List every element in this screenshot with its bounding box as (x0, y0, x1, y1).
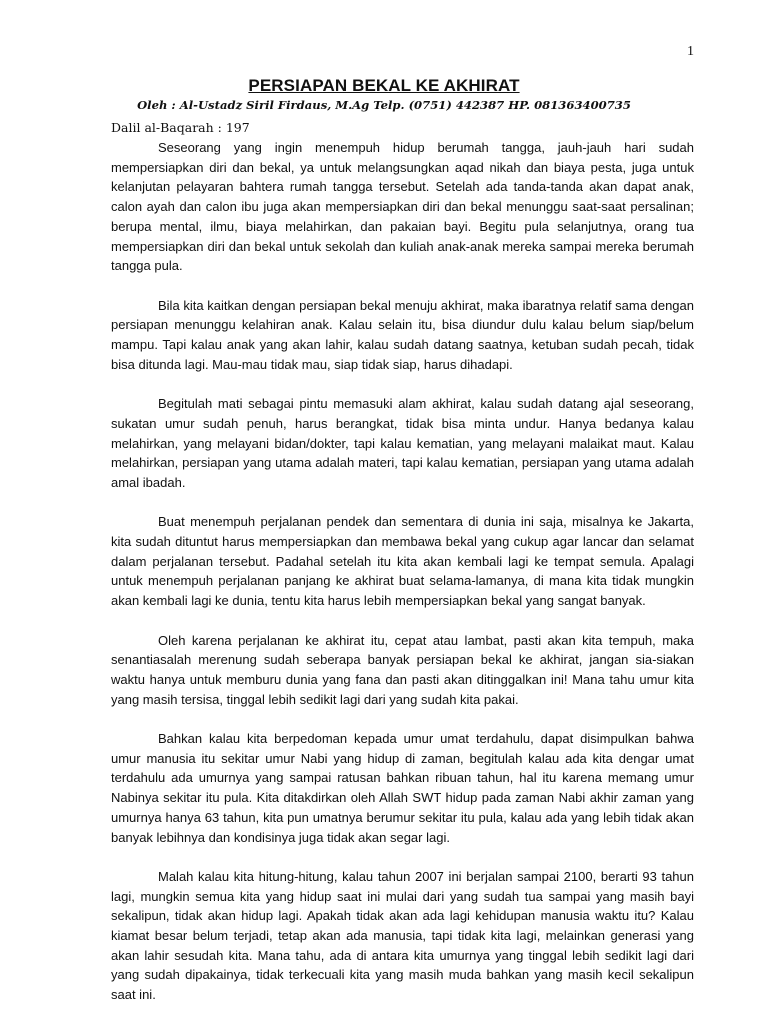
paragraph: Oleh karena perjalanan ke akhirat itu, cepat atau lambat, pasti akan kita tempuh, maka senantiasalah merenung sudah seberapa banyak persiapan bekal ke akhirat, jangan sia-siakan waktu hanya untuk memburu dunia yang fana dan pasti akan ditinggalkan ini! Mana tahu umur kita yang masih tersisa, tinggal lebih sedikit lagi dari yang sudah kita pakai. (111, 632, 694, 707)
article-body (111, 138, 694, 1025)
paragraph: Malah kalau kita hitung-hitung, kalau tahun 2007 ini berjalan sampai 2100, berarti 93 tahun lagi, mungkin semua kita yang hidup saat ini mulai dari yang sudah tua sampai yang masih bayi sekalipun, tidak akan hidup lagi. Apakah tidak akan ada lagi kehidupan manusia waktu itu? Kalau kiamat besar belum terjadi, tetap akan ada manusia, tapi tidak kita lagi, melainkan generasi yang akan lahir sesudah kita. Mana tahu, ada di antara kita umurnya yang tinggal lebih sedikit lagi dari yang sudah dipakainya, tidak terkecuali kita yang masih muda bahkan yang masih kecil sekalipun saat ini. (111, 868, 694, 1003)
paragraph: Begitulah mati sebagai pintu memasuki alam akhirat, kalau sudah datang ajal seseorang, sukatan umur sudah penuh, harus berangkat, tidak bisa minta undur. Hanya bedanya kalau melahirkan, yang melayani bidan/dokter, tapi kalau kematian, yang melayani malaikat maut. Kalau melahirkan, persiapan yang utama adalah materi, tapi kalau kematian, persiapan yang utama adalah amal ibadah. (111, 396, 694, 490)
paragraph: Buat menempuh perjalanan pendek dan sementara di dunia ini saja, misalnya ke Jakarta, kita sudah dituntut harus mempersiapkan dan membawa bekal yang cukup agar lancar dan selamat dalam perjalanan tersebut. Padahal setelah itu kita akan kembali lagi ke tempat semula. Apalagi untuk menempuh perjalanan panjang ke akhirat buat selama-lamanya, di mana kita tidak mungkin akan kembali lagi ke dunia, tentu kita harus lebih mempersiapkan bekal yang sangat banyak. (111, 514, 694, 609)
paragraph: Bila kita kaitkan dengan persiapan bekal menuju akhirat, maka ibaratnya relatif sama dengan persiapan menunggu kelahiran anak. Kalau selain itu, bisa diundur dulu kalau belum siap/belum mampu. Tapi kalau anak yang akan lahir, kalau sudah datang saatnya, ketuban sudah pecah, tidak bisa ditunda lagi. Mau-mau tidak mau, siap tidak siap, harus dihadapi. (111, 297, 694, 372)
page-number: 1 (687, 44, 694, 59)
reference-line: Dalil al-Baqarah : 197 (111, 120, 250, 135)
author-line: Oleh : Al-Ustadz Siril Firdaus, M.Ag Telp. (0751) 442387 HP. 081363400735 (137, 98, 631, 112)
paragraph: Bahkan kalau kita berpedoman kepada umur umat terdahulu, dapat disimpulkan bahwa umur manusia itu sekitar umur Nabi yang hidup di zaman, begitulah kalau ada kita dengar umat terdahulu ada umurnya yang sampai ratusan bahkan ribuan tahun, hal itu karena memang umur Nabinya sekitar itu pula. Kita ditakdirkan oleh Allah SWT hidup pada zaman Nabi akhir zaman yang umurnya hanya 63 tahun, kita pun umatnya berumur sekitar itu pula, kalau ada yang lebih tidak akan banyak lebihnya dan kondisinya juga tidak akan segar lagi. (111, 731, 694, 845)
paragraph: Seseorang yang ingin menempuh hidup berumah tangga, jauh-jauh hari sudah mempersiapkan diri dan bekal, ya untuk melangsungkan aqad nikah dan biaya pesta, juga untuk kelanjutan pelayaran bahtera rumah tangga tersebut. Setelah ada tanda-tanda akan dapat anak, calon ayah dan calon ibu juga akan mempersiapkan diri dan bekal menunggu saat-saat persalinan; berupa mental, ilmu, biaya melahirkan, dan pakaian bayi. Begitu pula selanjutnya, orang tua mempersiapkan diri dan bekal untuk sekolah dan kuliah anak-anak mereka sampai mereka berumah tangga pula. (111, 140, 694, 274)
document-title: PERSIAPAN BEKAL KE AKHIRAT (248, 76, 520, 95)
